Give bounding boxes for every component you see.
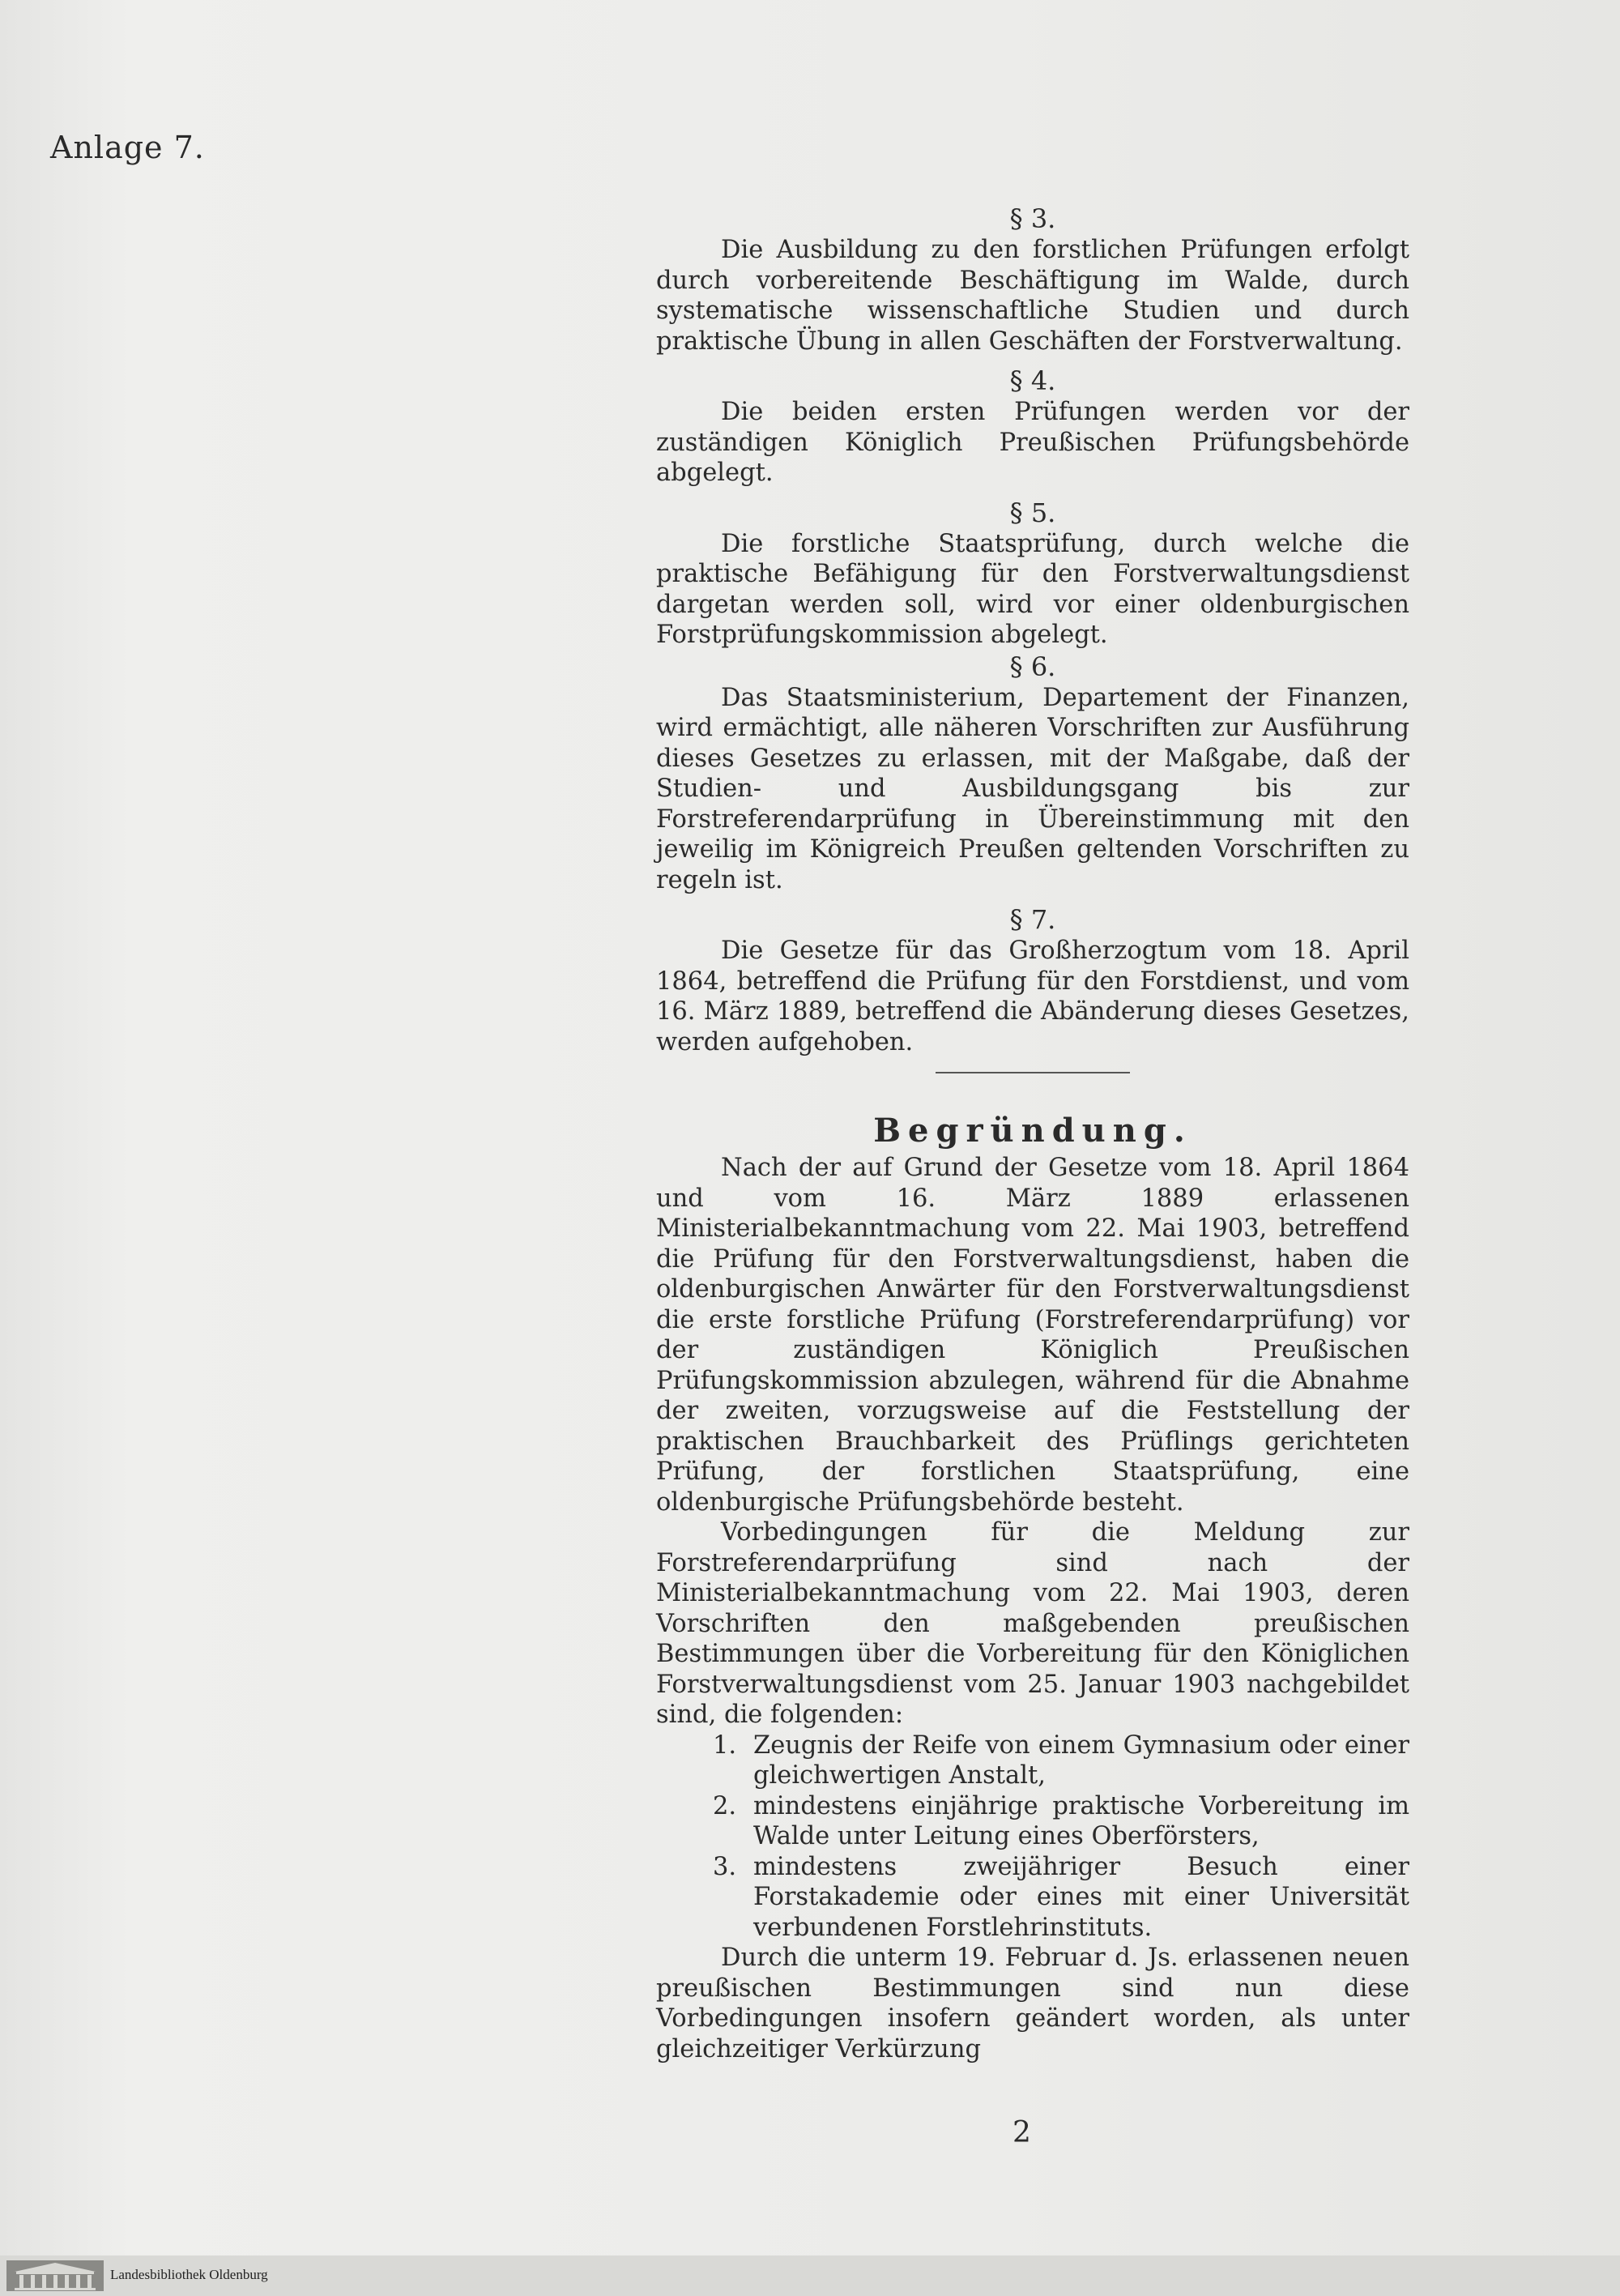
list-item-number: 1. bbox=[713, 1731, 737, 1760]
section-6 bbox=[656, 651, 1409, 896]
section-text: Die forstliche Staatsprüfung, durch welche die praktische Befähigung für den Forstverwaltungsdienst dargetan werden soll, wird vor einer oldenburgischen Forstprüfungskommission abgelegt. bbox=[656, 529, 1409, 649]
section-text: Die beiden ersten Prüfungen werden vor der zuständigen Königlich Preußischen Prüfungsbehörde abgelegt. bbox=[656, 398, 1409, 487]
justification-paragraph-3: Durch die unterm 19. Februar d. Js. erlassenen neuen preußischen Bestimmungen sind nun diese Vorbedingungen insofern geändert worden, als unter gleichzeitiger Verkürzung bbox=[656, 1944, 1409, 2063]
section-heading: § 4. bbox=[1009, 365, 1056, 396]
section-7 bbox=[656, 903, 1409, 1057]
separator-rule bbox=[936, 1072, 1130, 1073]
section-heading: § 5. bbox=[1009, 497, 1056, 528]
list-item-text: mindestens einjährige praktische Vorbereitung im Walde unter Leitung eines Oberförsters, bbox=[753, 1791, 1409, 1850]
section-4 bbox=[656, 365, 1409, 489]
list-item-number: 3. bbox=[713, 1852, 737, 1881]
list-item-text: Zeugnis der Reife von einem Gymnasium oder einer gleichwertigen Anstalt, bbox=[753, 1731, 1409, 1790]
justification-paragraph-1: Nach der auf Grund der Gesetze vom 18. April 1864 und vom 16. März 1889 erlassenen Ministerialbekanntmachung vom 22. Mai 1903, betreffend die Prüfung für den Forstverwaltungsdienst, haben die oldenburgischen Anwärter für den Forstverwaltungsdienst die erste forstliche Prüfung (Forstreferendarprüfung) vor der zuständigen Königlich Preußischen Prüfungskommission abzulegen, während für die Abnahme der zweiten, vorzugsweise auf die Feststellung der praktischen Brauchbarkeit des Prüflings gerichteten Prüfung, der forstlichen Staatsprüfung, eine oldenburgische Prüfungsbehörde besteht. bbox=[656, 1154, 1409, 1517]
page-number: 2 bbox=[1013, 2116, 1031, 2149]
text-column bbox=[656, 203, 1409, 2064]
justification-title: Begründung. bbox=[873, 1112, 1192, 1150]
list-item bbox=[713, 1791, 1409, 1852]
list-item-text: mindestens zweijähriger Besuch einer Forstakademie oder eines mit einer Universität verbundenen Forstlehrinstituts. bbox=[753, 1852, 1409, 1942]
section-heading: § 7. bbox=[1009, 904, 1056, 935]
list-item-number: 2. bbox=[713, 1791, 737, 1820]
annex-label: Anlage 7. bbox=[50, 130, 205, 165]
justification-paragraph-2: Vorbedingungen für die Meldung zur Forstreferendarprüfung sind nach der Ministerialbekanntmachung vom 22. Mai 1903, deren Vorschriften den maßgebenden preußischen Bestimmungen über die Vorbereitung für den Königlichen Forstverwaltungsdienst vom 25. Januar 1903 nachgebildet sind, die folgenden: bbox=[656, 1518, 1409, 1729]
section-5 bbox=[656, 497, 1409, 651]
library-name: Landesbibliothek Oldenburg bbox=[110, 2267, 268, 2282]
section-heading: § 3. bbox=[1009, 203, 1056, 234]
section-text: Die Ausbildung zu den forstlichen Prüfungen erfolgt durch vorbereitende Beschäftigung im Walde, durch systematische wissenschaftliche Studien und durch praktische Übung in allen Geschäften der Forstverwaltung. bbox=[656, 236, 1409, 356]
section-text: Die Gesetze für das Großherzogtum vom 18. April 1864, betreffend die Prüfung für den Forstdienst, und vom 16. März 1889, betreffend die Abänderung dieses Gesetzes, werden aufgehoben. bbox=[656, 937, 1409, 1056]
section-3 bbox=[656, 203, 1409, 356]
list-item bbox=[713, 1852, 1409, 1944]
library-building-icon bbox=[6, 2260, 104, 2291]
section-heading: § 6. bbox=[1009, 651, 1056, 682]
library-footer bbox=[0, 2255, 1620, 2296]
requirements-list bbox=[656, 1731, 1409, 1944]
section-text: Das Staatsministerium, Departement der Finanzen, wird ermächtigt, alle näheren Vorschriften zur Ausführung dieses Gesetzes zu erlassen, mit der Maßgabe, daß der Studien- und Ausbildungsgang bis zur Forstreferendarprüfung in Übereinstimmung mit den jeweilig im Königreich Preußen geltenden Vorschriften zu regeln ist. bbox=[656, 683, 1409, 894]
list-item bbox=[713, 1731, 1409, 1791]
